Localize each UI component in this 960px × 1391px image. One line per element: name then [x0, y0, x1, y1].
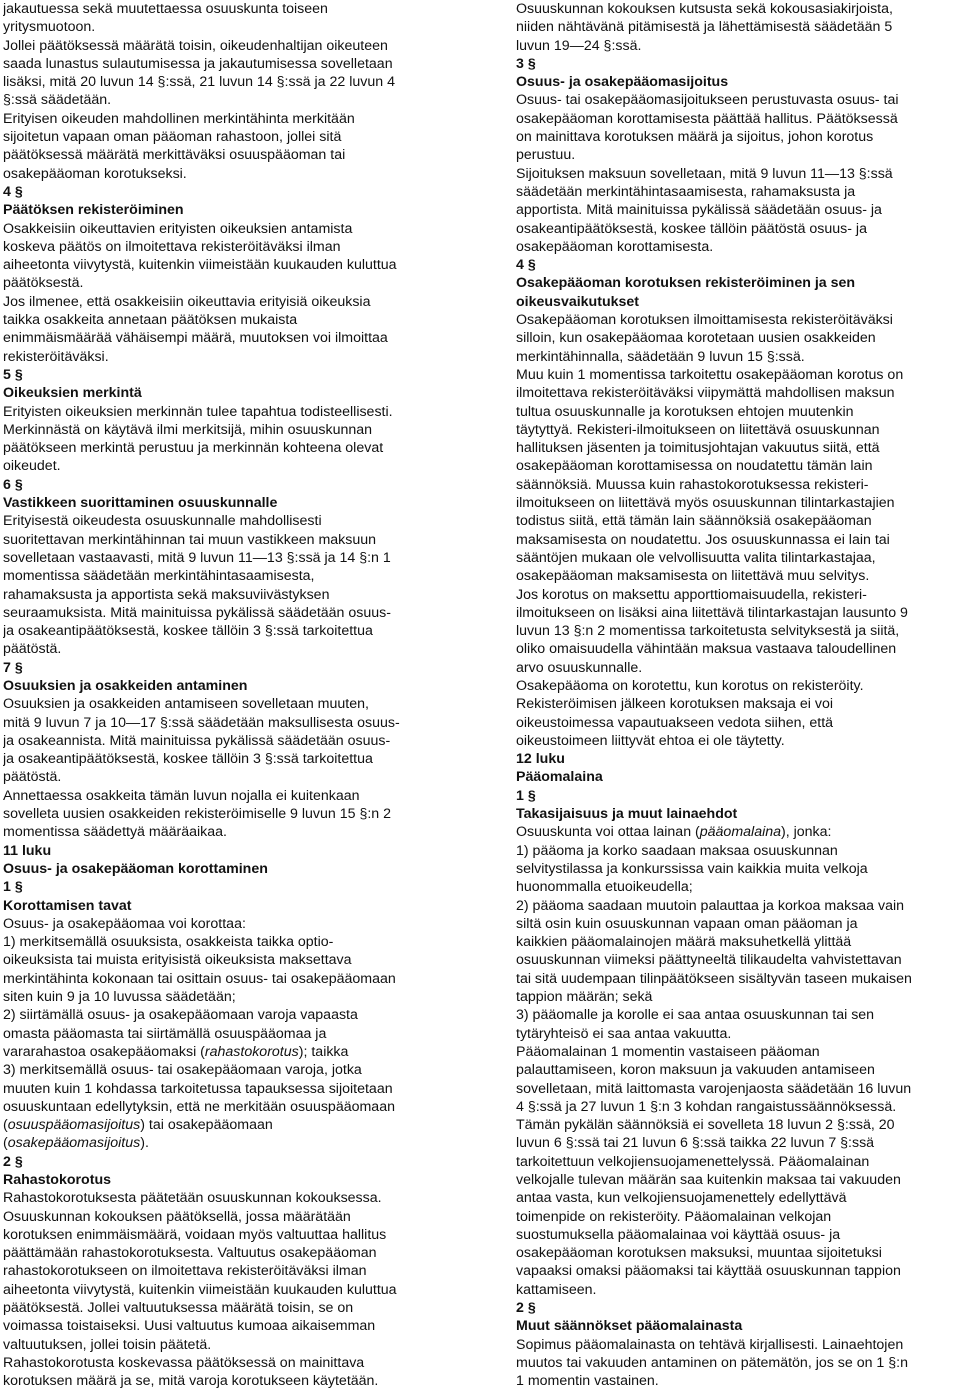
section-heading: 3 §	[516, 55, 536, 72]
section-heading: Osakepääoman korotuksen rekisteröiminen ja sen	[516, 275, 856, 292]
body-text-line: arvo osuuskunnalle.	[516, 659, 643, 676]
body-text-line: Jollei päätöksessä määrätä toisin, oikeudenhaltijan oikeuteen	[3, 37, 388, 54]
body-text-line: korotuksen määrä ja se, mitä varoja korotukseen käytetään.	[3, 1373, 379, 1390]
body-text-line: valtuutuksen, jollei toisin päätetä.	[3, 1336, 212, 1353]
italic-term: rahastokorotus	[204, 1043, 299, 1060]
body-text-line: sovelleta uusien osakkeiden rekisteröimiselle 9 luvun 15 §:n 2	[3, 806, 392, 823]
body-text-line: merkintähinta kokonaan tai osittain osuus- tai osakepääomaan	[3, 970, 396, 987]
body-text-line: rekisteröitäväksi.	[3, 348, 109, 365]
section-heading: Oikeuksien merkintä	[3, 385, 142, 402]
section-heading: 12 luku	[516, 751, 565, 768]
body-text-line: Osuuskunnan kokouksen päätöksellä, jossa määrätään	[3, 1208, 351, 1225]
body-text-line: enimmäismäärää vähäisempi määrä, muutoksen voi ilmoittaa	[3, 330, 388, 347]
body-text-line: Annettaessa osakkeita tämän luvun nojalla ei kuitenkaan	[3, 787, 360, 804]
body-text-line: Pääomalainan 1 momentin vastaiseen pääoman	[516, 1043, 820, 1060]
body-text-line: päätöstä.	[3, 769, 62, 786]
body-text-line: palauttamiseen, koron maksuun ja vakuuden antamiseen	[516, 1062, 875, 1079]
body-text-line: säännöksiä. Muussa kuin rahastokorotuksessa rekisteri-	[516, 476, 869, 493]
body-text-line: tarkoitettuun velkojiensuojamenettelyssä. Pääomalainan	[516, 1153, 870, 1170]
section-heading: 2 §	[516, 1300, 536, 1317]
body-text-line: 2) pääoma saadaan muutoin palauttaa ja korkoa maksaa vain	[516, 897, 905, 914]
section-heading: 4 §	[3, 183, 23, 200]
body-text-line: Rekisteröimisen jälkeen korotuksen maksaja ei voi	[516, 696, 833, 713]
body-text-line: oikeudet.	[3, 458, 61, 475]
body-text-line: 4 §:ssä ja 27 luvun 1 §:n 3 kohdan rangaistussäännöksessä.	[516, 1098, 897, 1115]
body-text-line: huonommalla etuoikeudella;	[516, 879, 693, 896]
section-heading: Päätöksen rekisteröiminen	[3, 202, 184, 219]
body-text-line: siltä osin kuin osuuskunnan vapaan oman pääoman ja	[516, 915, 858, 932]
body-text-line: Jos ilmenee, että osakkeisiin oikeuttavia erityisiä oikeuksia	[3, 293, 371, 310]
body-text-line: vararahastoa osakepääomaksi (rahastokorotus); taikka	[3, 1043, 349, 1060]
body-text-line: kattamiseen.	[516, 1281, 597, 1298]
section-heading: 1 §	[3, 879, 23, 896]
body-text-line: (osuuspääomasijoitus) tai osakepääomaan	[3, 1117, 273, 1134]
body-text-line: todistus siitä, että tämän lain säännöksiä osakepääoman	[516, 513, 872, 530]
body-text-line: tultua osuuskunnalle ja korotuksen ehtojen muutenkin	[516, 403, 854, 420]
body-text-line: 3) merkitsemällä osuus- tai osakepääomaan varoja, jotka	[3, 1062, 362, 1079]
body-text-line: (osakepääomasijoitus).	[3, 1135, 149, 1152]
body-text-line: §:ssä säädetään.	[3, 92, 112, 109]
body-text-line: maksamisesta on noudatettu. Jos osuuskunnassa ei lain tai	[516, 531, 890, 548]
body-text-line: luvun 6 §:ssä tai 21 luvun 6 §:ssä taikka 22 luvun 7 §:ssä	[516, 1135, 875, 1152]
body-text-line: taikka osakkeita annetaan päätöksen mukaista	[3, 312, 298, 329]
body-text-line: luvun 19—24 §:ssä.	[516, 37, 642, 54]
section-heading: oikeusvaikutukset	[516, 293, 640, 310]
body-text-line: Osuus- tai osakepääomasijoitukseen perustuvasta osuus- tai	[516, 92, 899, 109]
body-text-line: Merkinnästä on käytävä ilmi merkitsijä, mihin osuuskunnan	[3, 421, 373, 438]
body-text-line: Osakkeisiin oikeuttavien erityisten oikeuksien antamista	[3, 220, 353, 237]
body-text-line: Rahastokorotuksesta päätetään osuuskunnan kokouksessa.	[3, 1190, 382, 1207]
body-text-line: Erityisten oikeuksien merkinnän tulee tapahtua todisteellisesti.	[3, 403, 393, 420]
body-text-line: 1) pääoma ja korko saadaan maksaa osuuskunnan	[516, 842, 838, 859]
body-text-line: osakepääoman korottamisesta päättää hallitus. Päätöksessä	[516, 110, 898, 127]
body-text-line: oliko omaisuudella vähintään maksua vastaava taloudellinen	[516, 641, 897, 658]
section-heading: Osuus- ja osakepääomasijoitus	[516, 74, 729, 91]
body-text-line: 1 momentin vastainen.	[516, 1373, 659, 1390]
body-text-line: osakepääoman korottamisessa on noudatettu tämän lain	[516, 458, 873, 475]
section-heading: Vastikkeen suorittaminen osuuskunnalle	[3, 495, 278, 512]
body-text-line: tappion määrän; sekä	[516, 989, 653, 1006]
body-text-line: selvitystilassa ja konkurssissa vain kaikkia muita velkoja	[516, 860, 868, 877]
body-text-line: tai sitä uudempaan tilinpäätökseen sisältyvän taseen mukaisen	[516, 970, 912, 987]
body-text-line: antaa vasta, kun velkojiensuojamenettely edellyttävä	[516, 1190, 847, 1207]
section-heading: 11 luku	[3, 842, 52, 859]
body-text-line: rahamaksusta ja apportista sekä maksuviivästyksen	[3, 586, 330, 603]
body-text-line: kaikkien pääomalainojen määrä maksuhetkellä ylittää	[516, 934, 852, 951]
body-text-line: osakepääoman korottamisesta.	[516, 238, 714, 255]
body-text-line: ilmoitukseen on liitettävä myös osuuskunnan tilintarkastajien	[516, 495, 895, 512]
body-text-line: luvun 13 §:n 2 momentissa tarkoitetusta selvityksestä ja siitä,	[516, 623, 900, 640]
body-text-line: Osuuksien ja osakkeiden antamiseen sovelletaan muuten,	[3, 696, 369, 713]
body-text-line: siten kuin 9 ja 10 luvussa säädetään;	[3, 989, 236, 1006]
section-heading: Osuuksien ja osakkeiden antaminen	[3, 677, 248, 694]
body-text-line: säädetään merkintähintasaamisesta, rahamaksusta ja	[516, 183, 856, 200]
section-heading: Korottamisen tavat	[3, 897, 132, 914]
body-text-line: hallituksen jäsenten ja toimitusjohtajan vakuutus siitä, että	[516, 440, 880, 457]
body-text-line: Tämän pykälän säännöksiä ei sovelleta 18 luvun 2 §:ssä, 20	[516, 1117, 895, 1134]
body-text-line: Osakepääoman korotuksen ilmoittamisesta rekisteröitäväksi	[516, 312, 893, 329]
left-text-column	[3, 0, 448, 1391]
body-text-line: yritysmuotoon.	[3, 19, 96, 36]
body-text-line: osuuskuntaan edellytyksin, että ne merkitään osuuspääomaan	[3, 1098, 395, 1115]
body-text-line: suostumuksella pääomalainaa voi käyttää osuus- ja	[516, 1226, 841, 1243]
body-text-line: Sijoituksen maksuun sovelletaan, mitä 9 luvun 11—13 §:ssä	[516, 165, 893, 182]
body-text-line: muutos tai vakuuden antaminen on pätemätön, jos se on 1 §:n	[516, 1354, 908, 1371]
body-text-line: päätöksestä. Jollei valtuutuksessa määrätä toisin, se on	[3, 1300, 354, 1317]
body-text-line: 1) merkitsemällä osuuksista, osakkeista taikka optio-	[3, 934, 334, 951]
body-text-line: sijoitetun vapaan oman pääoman rahastoon, jollei sitä	[3, 129, 342, 146]
body-text-line: jakautuessa sekä muutettaessa osuuskunta toiseen	[3, 1, 328, 17]
body-text-line: Rahastokorotusta koskevassa päätöksessä on mainittava	[3, 1354, 365, 1371]
body-text-line: ja osakeantipäätöksestä, koskee tällöin 3 §:ssä tarkoitettua	[3, 751, 373, 768]
body-text-line: korotuksen enimmäismäärä, voidaan myös valtuuttaa hallitus	[3, 1226, 387, 1243]
body-text-line: apportista. Mitä mainituissa pykälissä säädetään osuus- ja	[516, 202, 882, 219]
body-text-line: niiden nähtävänä pitämisestä ja lähettämisestä säädetään 5	[516, 19, 893, 36]
body-text-line: osakepääoman maksamisesta on liitettävä muu selvitys.	[516, 568, 870, 585]
body-text-line: velkojalle tulevan määrän saa kuitenkin maksaa tai vakuuden	[516, 1172, 901, 1188]
section-heading: 1 §	[516, 787, 536, 804]
body-text-line: Osakepääoma on korotettu, kun korotus on rekisteröity.	[516, 677, 864, 694]
body-text-line: Erityisen oikeuden mahdollinen merkintähinta merkitään	[3, 110, 355, 127]
body-text-line: osuuskunnan viimeksi päättyneeltä tilikaudelta vahvistettavan	[516, 952, 902, 969]
body-text-line: päätöksessä määrätä merkittäväksi osuuspääoman tai	[3, 147, 346, 164]
body-text-line: suoritettavan merkintähinnan tai muun vastikkeen maksuun	[3, 531, 377, 548]
body-text-line: aiheetonta viivytystä, kuitenkin viimeistään kuukauden kuluttua	[3, 1281, 397, 1298]
body-text-line: Osuuskunta voi ottaa lainan (pääomalaina), jonka:	[516, 824, 832, 841]
body-text-line: momentissa säädettyä määräaikaa.	[3, 824, 227, 841]
body-text-line: voimassa toistaiseksi. Uusi valtuutus kumoaa aikaisemman	[3, 1318, 376, 1335]
body-text-line: 3) pääomalle ja korolle ei saa antaa osuuskunnan tai sen	[516, 1007, 875, 1024]
body-text-line: Muu kuin 1 momentissa tarkoitettu osakepääoman korotus on	[516, 366, 904, 383]
body-text-line: Erityisestä oikeudesta osuuskunnalle mahdollisesti	[3, 513, 322, 530]
body-text-line: osakepääoman korotukseksi.	[3, 165, 187, 182]
body-text-line: rahastokorotukseen on ilmoitettava rekisteröitäväksi ilman	[3, 1263, 367, 1280]
body-text-line: 2) siirtämällä osuus- ja osakepääomaan varoja vapaasta	[3, 1007, 358, 1024]
section-heading: 4 §	[516, 257, 536, 274]
body-text-line: päätöstä.	[3, 641, 62, 658]
section-heading: Osuus- ja osakepääoman korottaminen	[3, 860, 268, 877]
body-text-line: tytäryhteisö ei saa antaa vakuutta.	[516, 1025, 732, 1042]
body-text-line: sääntöjen mukaan ole velvollisuutta valita tilintarkastajaa,	[516, 549, 876, 566]
body-text-line: Osuuskunnan kokouksen kutsusta sekä kokousasiakirjoista,	[516, 1, 893, 17]
body-text-line: päätöksestä.	[3, 275, 84, 292]
section-heading: 2 §	[3, 1153, 23, 1170]
body-text-line: ilmoitukseen on lisäksi aina liitettävä tilintarkastajan lausunto 9	[516, 604, 908, 621]
section-heading: 7 §	[3, 659, 23, 676]
italic-term: osuuspääomasijoitus	[7, 1117, 141, 1134]
italic-term: pääomalaina	[699, 824, 782, 841]
body-text-line: Sopimus pääomalainasta on tehtävä kirjallisesti. Lainaehtojen	[516, 1336, 904, 1353]
body-text-line: momentissa säädetään merkintähintasaamisesta,	[3, 568, 315, 585]
body-text-line: perustuu.	[516, 147, 576, 164]
body-text-line: muuten kuin 1 kohdassa tarkoitetussa tapauksessa sijoitetaan	[3, 1080, 393, 1097]
body-text-line: oikeustoimessa vapautuakseen vedota siihen, että	[516, 714, 834, 731]
body-text-line: osakepääoman korotuksen maksuksi, muuntaa sijoitetuksi	[516, 1245, 882, 1262]
body-text-line: ja osakeannista. Mitä mainituissa pykälissä säädetään osuus-	[3, 732, 391, 749]
body-text-line: mitä 9 luvun 7 ja 10—17 §:ssä säädetään maksullisesta osuus-	[3, 714, 400, 731]
body-text-line: on mainittava korotuksen määrä ja sijoitus, johon korotus	[516, 129, 874, 146]
body-text-line: lisäksi, mitä 20 luvun 14 §:ssä, 21 luvun 14 §:ssä ja 22 luvun 4	[3, 74, 395, 91]
body-text-line: merkintähinnalla, säädetään 9 luvun 15 §:ssä.	[516, 348, 805, 365]
right-text-column	[516, 0, 960, 1391]
body-text-line: koskeva päätös on ilmoitettava rekisteröitäväksi ilman	[3, 238, 341, 255]
body-text-line: päättämään rahastokorotuksesta. Valtuutus osakepääoman	[3, 1245, 377, 1262]
body-text-line: osakeantipäätöksestä, koskee tällöin päätöstä osuus- ja	[516, 220, 867, 237]
section-heading: 5 §	[3, 366, 23, 383]
body-text-line: sovelletaan vastaavasti, mitä 9 luvun 11—13 §:ssä ja 14 §:n 1	[3, 549, 391, 566]
section-heading: Muut säännökset pääomalainasta	[516, 1318, 743, 1335]
section-heading: 6 §	[3, 476, 23, 493]
body-text-line: omasta pääomasta tai siirtämällä osuuspääomaa ja	[3, 1025, 327, 1042]
body-text-line: ja osakeantipäätöksestä, koskee tällöin 3 §:ssä tarkoitettua	[3, 623, 373, 640]
body-text-line: saada lunastus sulautumisessa ja jakautumisessa sovelletaan	[3, 55, 393, 72]
body-text-line: oikeuksista tai muista erityisistä oikeuksista maksettava	[3, 952, 352, 969]
body-text-line: oikeustoimeen liittyvät ehtoa ei ole täytetty.	[516, 732, 785, 749]
body-text-line: vapaaksi omaksi pääomaksi tai käyttää osuuskunnan tappion	[516, 1263, 901, 1280]
body-text-line: seuraamuksista. Mitä mainituissa pykälissä säädetään osuus-	[3, 604, 391, 621]
section-heading: Rahastokorotus	[3, 1172, 111, 1188]
italic-term: osakepääomasijoitus	[7, 1135, 141, 1152]
section-heading: Pääomalaina	[516, 769, 603, 786]
body-text-line: silloin, kun osakepääomaa korotetaan uusien osakkeiden	[516, 330, 876, 347]
body-text-line: aiheetonta viivytystä, kuitenkin viimeistään kuukauden kuluttua	[3, 257, 397, 274]
section-heading: Takasijaisuus ja muut lainaehdot	[516, 806, 738, 823]
body-text-line: Jos korotus on maksettu apporttiomaisuudella, rekisteri-	[516, 586, 867, 603]
body-text-line: ilmoitettava rekisteröitäväksi viipymättä mahdollisen maksun	[516, 385, 895, 402]
body-text-line: sovelletaan, mitä laittomasta varojenjaosta säädetään 16 luvun	[516, 1080, 912, 1097]
body-text-line: Osuus- ja osakepääomaa voi korottaa:	[3, 915, 246, 932]
body-text-line: päätökseen merkintä perustuu ja merkinnän kohteena olevat	[3, 440, 384, 457]
body-text-line: täytyttyä. Rekisteri-ilmoitukseen on liitettävä osuuskunnan	[516, 421, 880, 438]
body-text-line: toimenpide on rekisteröity. Pääomalainan velkojan	[516, 1208, 832, 1225]
